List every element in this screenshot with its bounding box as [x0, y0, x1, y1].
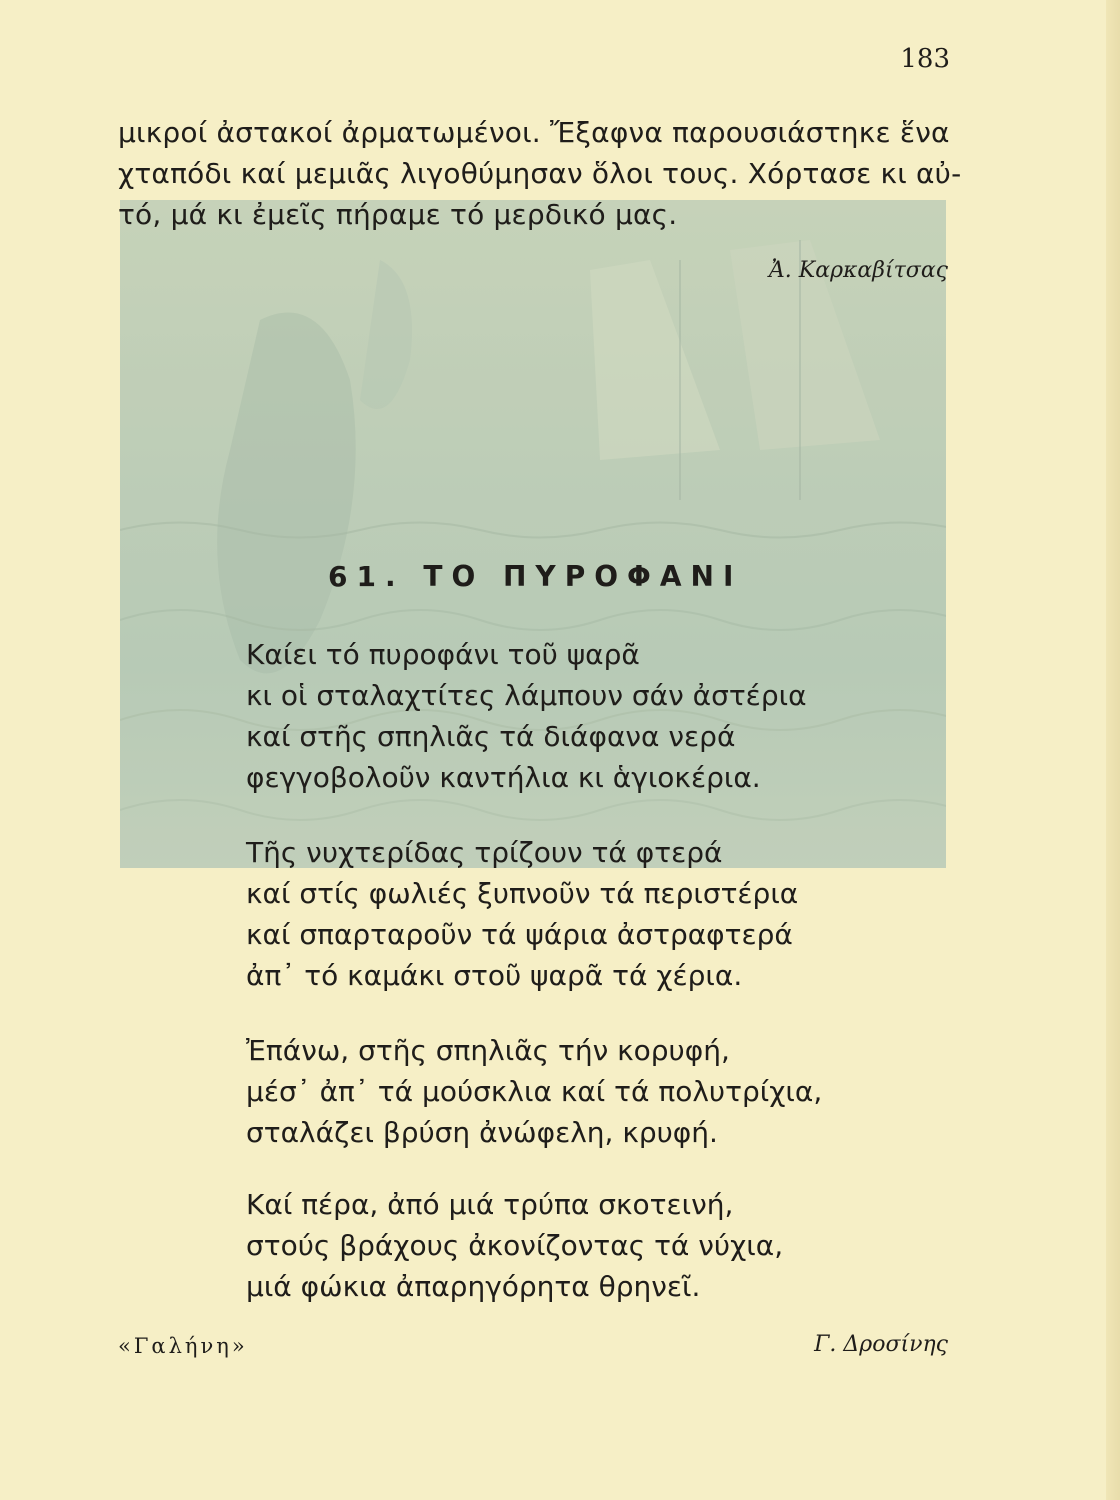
poem-stanza-4 [246, 1184, 866, 1307]
poem-title: 61. ΤΟ ΠΥΡΟΦΑΝΙ [328, 560, 743, 593]
poem-line: καί στῆς σπηλιᾶς τά διάφανα νερά [246, 720, 736, 753]
poem-line: σταλάζει βρύση ἀνώφελη, κρυφή. [246, 1116, 718, 1149]
poem-source: «Γαλήνη» [118, 1334, 248, 1358]
poem-line: ἀπ᾿ τό καμάκι στοῦ ψαρᾶ τά χέρια. [246, 959, 743, 992]
prose-paragraph [118, 112, 962, 235]
prose-line: τό, μά κι ἐμεῖς πήραμε τό μερδικό μας. [118, 198, 678, 231]
poem-stanza-3 [246, 1030, 866, 1153]
poem-line: μέσ᾿ ἀπ᾿ τά μούσκλια καί τά πολυτρίχια, [246, 1075, 823, 1108]
poem-line: καί στίς φωλιές ξυπνοῦν τά περιστέρια [246, 877, 799, 910]
poem-line: καί σπαρταροῦν τά ψάρια ἀστραφτερά [246, 918, 793, 951]
poem-line: Καί πέρα, ἀπό μιά τρύπα σκοτεινή, [246, 1188, 734, 1221]
prose-line: χταπόδι καί μεμιᾶς λιγοθύμησαν ὅλοι τους. Χόρτασε κι αὐ- [118, 157, 962, 190]
poem-line: κι οἱ σταλαχτίτες λάμπουν σάν ἀστέρια [246, 679, 807, 712]
page-number: 183 [900, 44, 950, 74]
poem-author: Γ. Δροσίνης [814, 1332, 948, 1357]
poem-stanza-1 [246, 634, 866, 798]
poem-stanza-2 [246, 832, 866, 996]
poem-line: φεγγοβολοῦν καντήλια κι ἁγιοκέρια. [246, 761, 761, 794]
poem-line: μιά φώκια ἀπαρηγόρητα θρηνεῖ. [246, 1270, 701, 1303]
poem-line: Τῆς νυχτερίδας τρίζουν τά φτερά [246, 836, 723, 869]
prose-author: Ἀ. Καρκαβίτσας [768, 258, 948, 283]
prose-line: μικροί ἀστακοί ἀρματωμένοι. Ἔξαφνα παρουσιάστηκε ἕνα [118, 116, 950, 149]
poem-line: Ἐπάνω, στῆς σπηλιᾶς τήν κορυφή, [246, 1034, 730, 1067]
poem-line: στούς βράχους ἀκονίζοντας τά νύχια, [246, 1229, 784, 1262]
poem-line: Καίει τό πυροφάνι τοῦ ψαρᾶ [246, 638, 640, 671]
